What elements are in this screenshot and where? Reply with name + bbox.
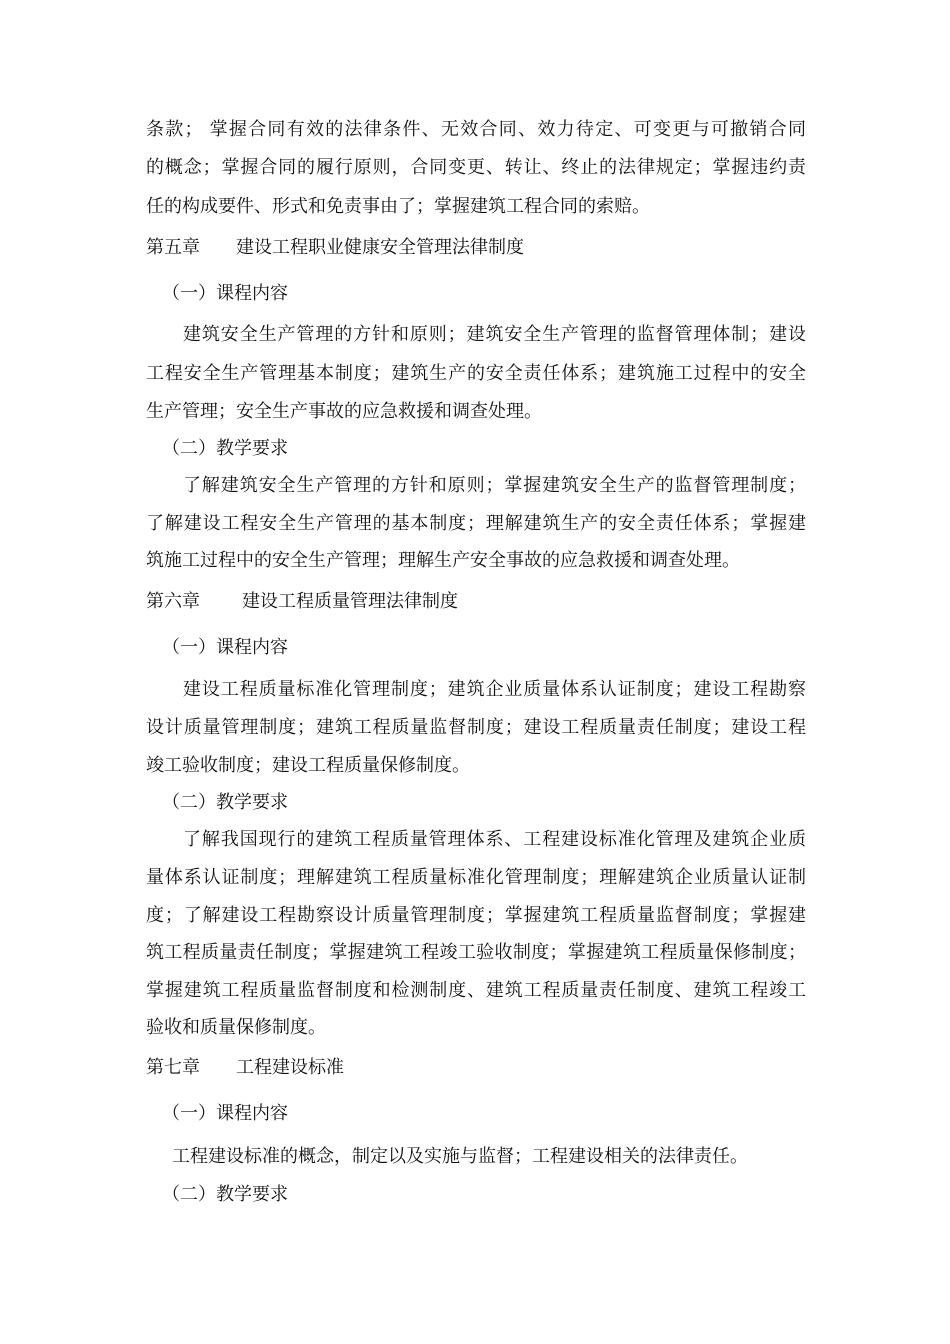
chapter-5-title: 建设工程职业健康安全管理法律制度 xyxy=(236,237,524,258)
chapter-6-content-line-1: 建设工程质量标准化管理制度；建筑企业质量体系认证制度；建设工程勘察 xyxy=(183,679,806,700)
chapter-5-req-line-2: 了解建设工程安全生产管理的基本制度；理解建筑生产的安全责任体系；掌握建 xyxy=(146,513,806,534)
chapter-5-content-line-2: 工程安全生产管理基本制度；建筑生产的安全责任体系；建筑施工过程中的安全 xyxy=(146,363,806,384)
chapter-5-number: 第五章 xyxy=(146,237,200,258)
chapter-7-content-heading: （一）课程内容 xyxy=(162,1103,288,1124)
chapter-5-req-line-1: 了解建筑安全生产管理的方针和原则；掌握建筑安全生产的监督管理制度； xyxy=(183,475,806,496)
intro-line-3: 任的构成要件、形式和免责事由了；掌握建筑工程合同的索赔。 xyxy=(146,196,650,217)
chapter-6-content-line-2: 设计质量管理制度；建筑工程质量监督制度；建设工程质量责任制度；建设工程 xyxy=(146,717,806,738)
chapter-7-title: 工程建设标准 xyxy=(236,1057,344,1078)
chapter-7-heading xyxy=(146,1056,344,1080)
chapter-6-req-line-5: 掌握建筑工程质量监督制度和检测制度、建筑工程质量责任制度、建筑工程竣工 xyxy=(146,980,806,1001)
chapter-6-req-line-2: 量体系认证制度；理解建筑工程质量标准化管理制度；理解建筑企业质量认证制 xyxy=(146,867,806,888)
chapter-7-content-line-1: 工程建设标准的概念，制定以及实施与监督；工程建设相关的法律责任。 xyxy=(172,1146,748,1167)
chapter-6-content-line-3: 竣工验收制度；建设工程质量保修制度。 xyxy=(146,755,470,776)
chapter-6-heading xyxy=(146,590,458,614)
chapter-5-req-line-3: 筑施工过程中的安全生产管理；理解生产安全事故的应急救援和调查处理。 xyxy=(146,550,740,571)
chapter-6-req-line-4: 筑工程质量责任制度；掌握建筑工程竣工验收制度；掌握建筑工程质量保修制度； xyxy=(146,942,806,963)
chapter-7-number: 第七章 xyxy=(146,1057,200,1078)
intro-line-1: 条款； 掌握合同有效的法律条件、无效合同、效力待定、可变更与可撤销合同 xyxy=(146,119,806,140)
chapter-6-req-line-6: 验收和质量保修制度。 xyxy=(146,1017,326,1038)
chapter-6-req-line-3: 度；了解建设工程勘察设计质量管理制度；掌握建筑工程质量监督制度；掌握建 xyxy=(146,905,806,926)
chapter-7-req-heading: （二）教学要求 xyxy=(162,1184,288,1205)
intro-line-2: 的概念；掌握合同的履行原则，合同变更、转让、终止的法律规定；掌握违约责 xyxy=(146,157,806,178)
chapter-5-content-line-1: 建筑安全生产管理的方针和原则；建筑安全生产管理的监督管理体制；建设 xyxy=(183,324,806,345)
chapter-6-content-heading: （一）课程内容 xyxy=(162,637,288,658)
chapter-6-title: 建设工程质量管理法律制度 xyxy=(242,591,458,612)
chapter-5-req-heading: （二）教学要求 xyxy=(162,438,288,459)
chapter-6-req-line-1: 了解我国现行的建筑工程质量管理体系、工程建设标准化管理及建筑企业质 xyxy=(183,829,806,850)
chapter-5-content-heading: （一）课程内容 xyxy=(162,283,288,304)
chapter-5-heading xyxy=(146,236,524,260)
chapter-5-content-line-3: 生产管理；安全生产事故的应急救援和调查处理。 xyxy=(146,401,542,422)
chapter-6-number: 第六章 xyxy=(146,591,200,612)
chapter-6-req-heading: （二）教学要求 xyxy=(162,792,288,813)
